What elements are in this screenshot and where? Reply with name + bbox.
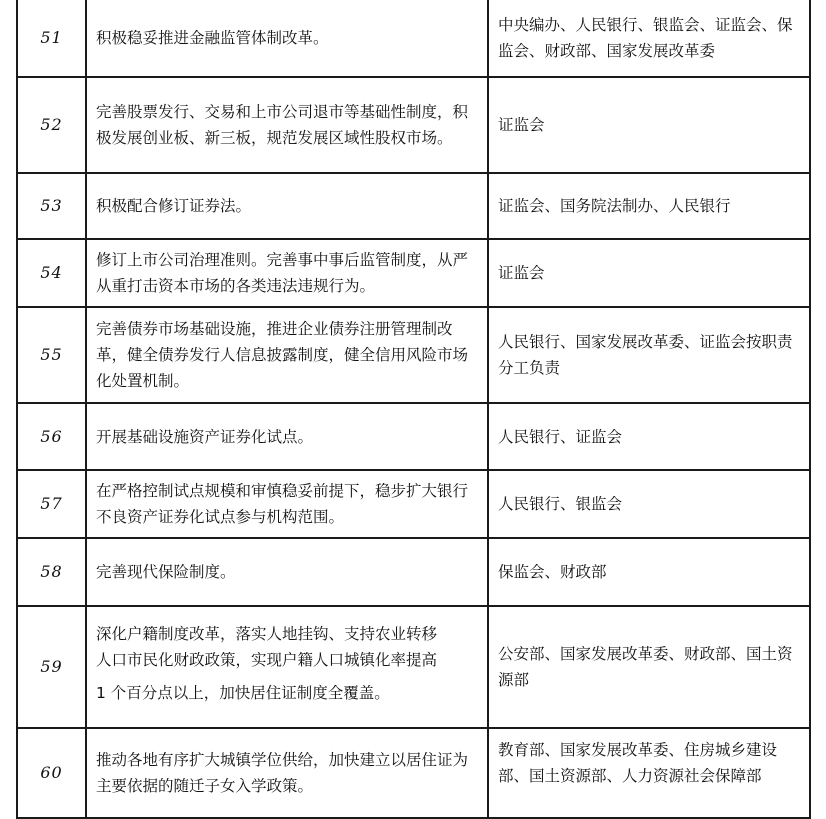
- table-row: [17, 606, 810, 728]
- row-number: 58: [17, 538, 86, 606]
- table-row: [17, 173, 810, 239]
- reform-measure: 完善现代保险制度。: [86, 538, 488, 606]
- responsible-agencies: 公安部、国家发展改革委、财政部、国土资源部: [488, 606, 810, 728]
- reform-measure: 完善债券市场基础设施，推进企业债券注册管理制改革，健全债券发行人信息披露制度，健全信用风险市场化处置机制。: [86, 307, 488, 403]
- row-number: 51: [17, 0, 86, 77]
- measure-line: 深化户籍制度改革，落实人地挂钩、支持农业转移: [96, 625, 438, 643]
- reform-measure: 积极稳妥推进金融监管体制改革。: [86, 0, 488, 77]
- table-row: [17, 0, 810, 77]
- reform-measure: 完善股票发行、交易和上市公司退市等基础性制度，积极发展创业板、新三板，规范发展区域性股权市场。: [86, 77, 488, 173]
- responsible-agencies: 中央编办、人民银行、银监会、证监会、保监会、财政部、国家发展改革委: [488, 0, 810, 77]
- responsible-agencies: 保监会、财政部: [488, 538, 810, 606]
- responsible-agencies: 人民银行、国家发展改革委、证监会按职责分工负责: [488, 307, 810, 403]
- reform-measure: 推动各地有序扩大城镇学位供给，加快建立以居住证为主要依据的随迁子女入学政策。: [86, 728, 488, 818]
- table-row: [17, 470, 810, 538]
- responsible-agencies: 教育部、国家发展改革委、住房城乡建设部、国土资源部、人力资源社会保障部: [488, 728, 810, 818]
- table-row: [17, 307, 810, 403]
- row-number: 55: [17, 307, 86, 403]
- reform-measure: [86, 606, 488, 728]
- reform-measure: 开展基础设施资产证券化试点。: [86, 403, 488, 470]
- responsible-agencies: 人民银行、银监会: [488, 470, 810, 538]
- reform-measure: 在严格控制试点规模和审慎稳妥前提下，稳步扩大银行不良资产证券化试点参与机构范围。: [86, 470, 488, 538]
- responsible-agencies: 证监会、国务院法制办、人民银行: [488, 173, 810, 239]
- table-row: [17, 403, 810, 470]
- row-number: 52: [17, 77, 86, 173]
- reform-measure: 修订上市公司治理准则。完善事中事后监管制度，从严从重打击资本市场的各类违法违规行为。: [86, 239, 488, 307]
- row-number: 57: [17, 470, 86, 538]
- reform-measure: 积极配合修订证券法。: [86, 173, 488, 239]
- row-number: 60: [17, 728, 86, 818]
- row-number: 54: [17, 239, 86, 307]
- responsible-agencies: 证监会: [488, 77, 810, 173]
- table-row: [17, 77, 810, 173]
- measure-line: 人口市民化财政政策，实现户籍人口城镇化率提高: [96, 651, 438, 669]
- table-row: [17, 239, 810, 307]
- table-row: [17, 538, 810, 606]
- row-number: 59: [17, 606, 86, 728]
- reform-task-table: [16, 0, 811, 819]
- row-number: 56: [17, 403, 86, 470]
- measure-line: 1 个百分点以上，加快居住证制度全覆盖。: [96, 684, 390, 702]
- table-row: [17, 728, 810, 818]
- row-number: 53: [17, 173, 86, 239]
- responsible-agencies: 人民银行、证监会: [488, 403, 810, 470]
- responsible-agencies: 证监会: [488, 239, 810, 307]
